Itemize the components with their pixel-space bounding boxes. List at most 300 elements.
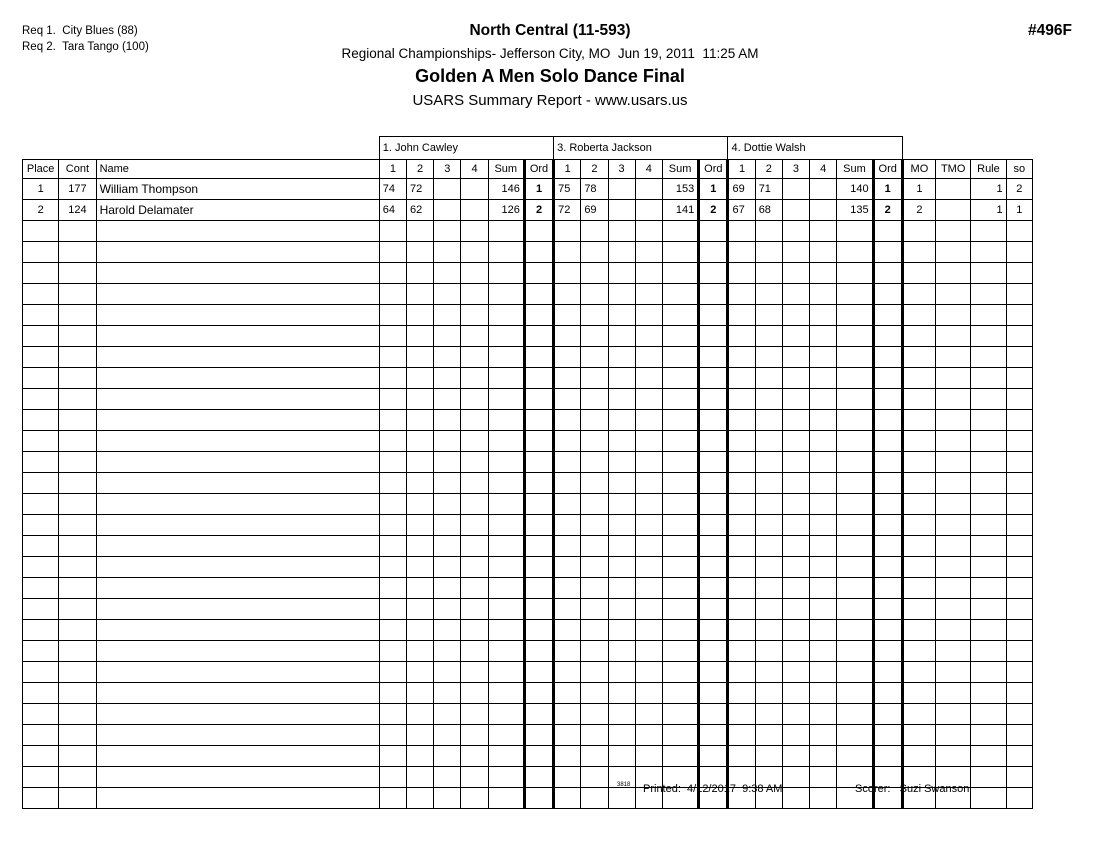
empty-cell (608, 473, 635, 494)
empty-cell (59, 368, 96, 389)
empty-cell (837, 242, 873, 263)
score-col-header: 1 (728, 160, 755, 179)
empty-cell (810, 284, 837, 305)
empty-cell (1006, 578, 1032, 599)
empty-cell (59, 599, 96, 620)
empty-cell (434, 368, 461, 389)
empty-cell (59, 305, 96, 326)
empty-cell (782, 242, 809, 263)
empty-cell (810, 242, 837, 263)
empty-cell (407, 284, 434, 305)
empty-cell (936, 347, 971, 368)
empty-cell (608, 347, 635, 368)
empty-cell (59, 284, 96, 305)
empty-cell (936, 305, 971, 326)
empty-cell (524, 284, 553, 305)
score-cell: 71 (755, 179, 782, 200)
empty-cell (554, 452, 581, 473)
score-cell: 67 (728, 200, 755, 221)
empty-cell (635, 725, 662, 746)
empty-cell (699, 389, 728, 410)
empty-cell (23, 347, 59, 368)
empty-cell (407, 641, 434, 662)
ord-header: Ord (699, 160, 728, 179)
empty-cell (902, 305, 935, 326)
empty-cell (755, 683, 782, 704)
empty-cell (554, 704, 581, 725)
score-col-header: 2 (755, 160, 782, 179)
empty-row (23, 620, 1033, 641)
rule-cell: 1 (971, 200, 1006, 221)
empty-cell (699, 473, 728, 494)
empty-cell (837, 368, 873, 389)
empty-cell (728, 704, 755, 725)
empty-cell (782, 410, 809, 431)
empty-cell (554, 599, 581, 620)
empty-cell (873, 746, 902, 767)
score-cell (635, 200, 662, 221)
empty-cell (873, 620, 902, 641)
empty-cell (1006, 515, 1032, 536)
empty-cell (728, 725, 755, 746)
empty-cell (488, 452, 524, 473)
empty-cell (635, 305, 662, 326)
empty-cell (1006, 389, 1032, 410)
empty-cell (810, 305, 837, 326)
empty-cell (608, 410, 635, 431)
empty-cell (59, 242, 96, 263)
empty-cell (662, 746, 698, 767)
empty-cell (699, 746, 728, 767)
empty-cell (728, 431, 755, 452)
empty-row (23, 599, 1033, 620)
empty-cell (902, 410, 935, 431)
empty-cell (434, 746, 461, 767)
empty-cell (524, 326, 553, 347)
empty-cell (524, 599, 553, 620)
empty-cell (461, 515, 488, 536)
empty-cell (837, 746, 873, 767)
empty-cell (524, 389, 553, 410)
mo-cell: 2 (902, 200, 935, 221)
empty-cell (971, 536, 1006, 557)
empty-cell (837, 305, 873, 326)
empty-cell (407, 578, 434, 599)
empty-cell (662, 473, 698, 494)
empty-cell (782, 389, 809, 410)
empty-cell (461, 494, 488, 515)
empty-row (23, 473, 1033, 494)
score-cell: 68 (755, 200, 782, 221)
empty-cell (728, 326, 755, 347)
empty-cell (608, 305, 635, 326)
empty-cell (971, 641, 1006, 662)
empty-cell (524, 347, 553, 368)
empty-cell (755, 326, 782, 347)
tmo-header: TMO (936, 160, 971, 179)
empty-cell (782, 473, 809, 494)
empty-cell (902, 578, 935, 599)
scorer-name: Scorer: Suzi Swanson (855, 783, 970, 795)
empty-cell (608, 452, 635, 473)
empty-cell (488, 347, 524, 368)
empty-cell (635, 746, 662, 767)
empty-cell (608, 263, 635, 284)
empty-cell (488, 536, 524, 557)
empty-cell (581, 641, 608, 662)
empty-row (23, 641, 1033, 662)
empty-cell (782, 452, 809, 473)
judge-row-spacer (902, 137, 1032, 160)
empty-cell (873, 536, 902, 557)
empty-cell (59, 641, 96, 662)
empty-cell (96, 494, 379, 515)
championship-subtitle: Regional Championships- Jefferson City, MO Jun 19, 2011 11:25 AM (341, 46, 759, 61)
empty-cell (755, 578, 782, 599)
empty-cell (554, 221, 581, 242)
empty-cell (379, 578, 406, 599)
empty-cell (873, 641, 902, 662)
empty-cell (23, 536, 59, 557)
empty-cell (1006, 725, 1032, 746)
empty-cell (810, 641, 837, 662)
empty-row (23, 284, 1033, 305)
empty-cell (608, 515, 635, 536)
empty-cell (461, 473, 488, 494)
sum-cell: 140 (837, 179, 873, 200)
empty-cell (608, 389, 635, 410)
sum-cell: 126 (488, 200, 524, 221)
so-header: so (1006, 160, 1032, 179)
empty-cell (699, 431, 728, 452)
empty-cell (755, 347, 782, 368)
empty-cell (488, 599, 524, 620)
empty-cell (810, 662, 837, 683)
empty-cell (873, 704, 902, 725)
empty-cell (59, 788, 96, 809)
empty-cell (728, 368, 755, 389)
empty-cell (728, 221, 755, 242)
skater-name: William Thompson (96, 179, 379, 200)
empty-cell (936, 452, 971, 473)
empty-cell (23, 620, 59, 641)
empty-cell (608, 788, 635, 809)
empty-cell (782, 641, 809, 662)
empty-cell (434, 515, 461, 536)
empty-row (23, 515, 1033, 536)
empty-cell (728, 662, 755, 683)
empty-cell (23, 452, 59, 473)
empty-cell (379, 704, 406, 725)
empty-cell (971, 326, 1006, 347)
empty-cell (902, 431, 935, 452)
empty-cell (59, 326, 96, 347)
empty-cell (728, 557, 755, 578)
empty-cell (96, 368, 379, 389)
empty-cell (379, 221, 406, 242)
table-row (23, 200, 1033, 221)
empty-cell (407, 305, 434, 326)
empty-cell (755, 284, 782, 305)
empty-cell (379, 683, 406, 704)
empty-cell (608, 662, 635, 683)
empty-cell (936, 473, 971, 494)
empty-cell (782, 515, 809, 536)
empty-cell (699, 494, 728, 515)
empty-cell (782, 767, 809, 788)
empty-cell (1006, 557, 1032, 578)
empty-cell (524, 683, 553, 704)
empty-cell (1006, 326, 1032, 347)
empty-cell (810, 767, 837, 788)
empty-cell (902, 284, 935, 305)
empty-cell (59, 389, 96, 410)
empty-cell (810, 536, 837, 557)
empty-row (23, 431, 1033, 452)
empty-cell (810, 221, 837, 242)
empty-cell (407, 704, 434, 725)
empty-cell (971, 263, 1006, 284)
empty-cell (971, 284, 1006, 305)
empty-cell (581, 557, 608, 578)
score-cell: 64 (379, 200, 406, 221)
empty-cell (971, 746, 1006, 767)
empty-cell (23, 662, 59, 683)
empty-cell (755, 704, 782, 725)
empty-cell (902, 326, 935, 347)
empty-cell (728, 536, 755, 557)
empty-cell (728, 578, 755, 599)
score-cell (810, 179, 837, 200)
empty-cell (608, 221, 635, 242)
empty-cell (635, 599, 662, 620)
empty-cell (581, 746, 608, 767)
empty-cell (434, 431, 461, 452)
empty-cell (873, 578, 902, 599)
empty-cell (728, 494, 755, 515)
empty-cell (554, 578, 581, 599)
empty-cell (524, 368, 553, 389)
empty-cell (434, 704, 461, 725)
empty-cell (662, 494, 698, 515)
empty-cell (902, 599, 935, 620)
empty-cell (96, 767, 379, 788)
empty-cell (810, 368, 837, 389)
empty-cell (608, 494, 635, 515)
sum-cell: 141 (662, 200, 698, 221)
empty-cell (837, 389, 873, 410)
empty-cell (554, 725, 581, 746)
empty-cell (379, 326, 406, 347)
empty-cell (662, 662, 698, 683)
empty-cell (902, 641, 935, 662)
empty-cell (524, 221, 553, 242)
empty-cell (96, 683, 379, 704)
empty-cell (488, 242, 524, 263)
empty-cell (810, 557, 837, 578)
empty-cell (635, 284, 662, 305)
empty-cell (662, 284, 698, 305)
empty-cell (635, 578, 662, 599)
empty-cell (873, 431, 902, 452)
empty-cell (554, 683, 581, 704)
empty-cell (488, 389, 524, 410)
empty-cell (461, 284, 488, 305)
empty-cell (379, 515, 406, 536)
skater-name: Harold Delamater (96, 200, 379, 221)
empty-cell (1006, 641, 1032, 662)
empty-cell (488, 641, 524, 662)
empty-cell (635, 620, 662, 641)
empty-cell (434, 494, 461, 515)
empty-cell (782, 662, 809, 683)
empty-cell (755, 536, 782, 557)
sum-cell: 135 (837, 200, 873, 221)
empty-cell (461, 242, 488, 263)
empty-cell (59, 767, 96, 788)
empty-cell (1006, 620, 1032, 641)
empty-cell (782, 599, 809, 620)
empty-cell (608, 368, 635, 389)
empty-cell (23, 410, 59, 431)
empty-cell (728, 641, 755, 662)
empty-cell (936, 599, 971, 620)
empty-cell (23, 473, 59, 494)
empty-cell (461, 599, 488, 620)
empty-cell (488, 725, 524, 746)
empty-cell (971, 452, 1006, 473)
empty-cell (461, 620, 488, 641)
empty-cell (96, 704, 379, 725)
empty-cell (635, 683, 662, 704)
empty-cell (728, 515, 755, 536)
empty-cell (936, 662, 971, 683)
empty-cell (434, 389, 461, 410)
empty-cell (461, 305, 488, 326)
empty-cell (461, 389, 488, 410)
empty-cell (837, 494, 873, 515)
empty-cell (971, 599, 1006, 620)
empty-cell (755, 620, 782, 641)
empty-cell (434, 452, 461, 473)
empty-cell (23, 599, 59, 620)
empty-cell (902, 536, 935, 557)
empty-cell (810, 683, 837, 704)
column-header-row (23, 160, 1033, 179)
empty-cell (59, 662, 96, 683)
empty-cell (23, 326, 59, 347)
empty-cell (379, 620, 406, 641)
empty-cell (936, 494, 971, 515)
empty-cell (1006, 494, 1032, 515)
empty-cell (59, 410, 96, 431)
empty-cell (379, 536, 406, 557)
empty-cell (488, 704, 524, 725)
empty-cell (554, 767, 581, 788)
empty-cell (461, 641, 488, 662)
empty-cell (728, 473, 755, 494)
empty-row (23, 221, 1033, 242)
sum-cell: 146 (488, 179, 524, 200)
empty-cell (554, 494, 581, 515)
score-col-header: 2 (407, 160, 434, 179)
empty-cell (407, 389, 434, 410)
empty-cell (755, 242, 782, 263)
rule-cell: 1 (971, 179, 1006, 200)
score-cell (608, 179, 635, 200)
empty-cell (407, 326, 434, 347)
empty-cell (902, 494, 935, 515)
empty-cell (782, 494, 809, 515)
empty-cell (810, 746, 837, 767)
empty-cell (379, 494, 406, 515)
empty-cell (23, 263, 59, 284)
empty-row (23, 704, 1033, 725)
place-cell: 1 (23, 179, 59, 200)
empty-cell (434, 242, 461, 263)
empty-cell (971, 368, 1006, 389)
empty-cell (488, 788, 524, 809)
empty-cell (461, 368, 488, 389)
empty-cell (971, 788, 1006, 809)
empty-cell (755, 725, 782, 746)
ord-cell: 2 (699, 200, 728, 221)
empty-cell (461, 347, 488, 368)
empty-cell (608, 557, 635, 578)
tmo-cell (936, 179, 971, 200)
empty-cell (902, 452, 935, 473)
empty-cell (59, 494, 96, 515)
empty-cell (837, 326, 873, 347)
empty-cell (662, 578, 698, 599)
empty-cell (434, 536, 461, 557)
empty-cell (461, 767, 488, 788)
empty-cell (461, 557, 488, 578)
empty-cell (524, 746, 553, 767)
empty-cell (554, 662, 581, 683)
empty-cell (728, 305, 755, 326)
empty-cell (96, 557, 379, 578)
empty-cell (1006, 347, 1032, 368)
empty-cell (837, 704, 873, 725)
empty-cell (810, 725, 837, 746)
empty-row (23, 368, 1033, 389)
empty-cell (837, 557, 873, 578)
empty-cell (699, 683, 728, 704)
empty-cell (971, 347, 1006, 368)
empty-row (23, 389, 1033, 410)
empty-cell (581, 515, 608, 536)
empty-cell (581, 263, 608, 284)
empty-cell (379, 431, 406, 452)
sum-header: Sum (662, 160, 698, 179)
empty-cell (23, 494, 59, 515)
empty-cell (810, 347, 837, 368)
empty-cell (755, 452, 782, 473)
empty-cell (23, 389, 59, 410)
empty-cell (971, 221, 1006, 242)
empty-cell (461, 683, 488, 704)
empty-cell (581, 767, 608, 788)
score-cell: 78 (581, 179, 608, 200)
empty-cell (662, 704, 698, 725)
empty-cell (434, 326, 461, 347)
empty-cell (554, 788, 581, 809)
empty-cell (902, 389, 935, 410)
empty-cell (662, 368, 698, 389)
empty-cell (554, 305, 581, 326)
empty-cell (581, 620, 608, 641)
